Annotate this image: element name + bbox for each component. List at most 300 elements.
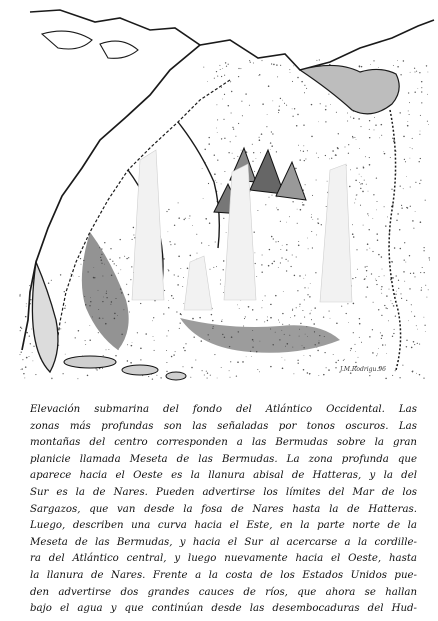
stipple-dot <box>377 353 378 354</box>
stipple-dot <box>403 136 405 138</box>
stipple-dot <box>294 108 295 109</box>
stipple-dot <box>116 265 117 266</box>
stipple-dot <box>361 176 362 177</box>
stipple-dot <box>166 350 167 351</box>
stipple-dot <box>229 370 230 371</box>
stipple-dot <box>210 375 211 376</box>
stipple-dot <box>290 72 291 73</box>
stipple-dot <box>376 210 377 211</box>
stipple-dot <box>427 121 428 122</box>
stipple-dot <box>208 245 209 246</box>
stipple-dot <box>220 283 221 284</box>
stipple-dot <box>221 76 222 77</box>
stipple-dot <box>414 276 415 277</box>
stipple-dot <box>60 274 61 275</box>
stipple-dot <box>363 167 365 169</box>
stipple-dot <box>419 134 420 135</box>
stipple-dot <box>33 361 34 362</box>
stipple-dot <box>315 272 316 273</box>
stipple-dot <box>338 133 339 134</box>
stipple-dot <box>133 234 134 235</box>
stipple-dot <box>389 289 390 290</box>
stipple-dot <box>205 218 207 220</box>
stipple-dot <box>412 138 413 139</box>
stipple-dot <box>385 225 386 226</box>
stipple-dot <box>376 177 377 178</box>
stipple-dot <box>278 112 279 113</box>
stipple-dot <box>242 115 243 116</box>
stipple-dot <box>415 182 416 183</box>
stipple-dot <box>211 314 212 315</box>
stipple-dot <box>106 349 107 350</box>
stipple-dot <box>391 261 392 262</box>
stipple-dot <box>376 284 377 285</box>
stipple-dot <box>309 355 310 356</box>
stipple-dot <box>406 346 407 347</box>
stipple-dot <box>312 247 313 248</box>
stipple-dot <box>285 259 286 260</box>
stipple-dot <box>140 359 141 360</box>
stipple-dot <box>410 158 411 159</box>
stipple-dot <box>367 243 369 245</box>
stipple-dot <box>404 242 405 243</box>
stipple-dot <box>409 255 410 256</box>
stipple-dot <box>305 158 306 159</box>
stipple-dot <box>190 255 192 257</box>
stipple-dot <box>317 350 318 351</box>
stipple-dot <box>75 337 76 338</box>
stipple-dot <box>214 154 215 155</box>
stipple-dot <box>219 65 220 66</box>
stipple-dot <box>359 182 360 183</box>
stipple-dot <box>73 276 74 277</box>
stipple-dot <box>81 264 82 265</box>
stipple-dot <box>267 114 268 115</box>
stipple-dot <box>381 338 382 339</box>
stipple-dot <box>409 288 410 289</box>
caption-line: Sur es la de Nares. Pueden advertirse los límites del Mar de los <box>30 486 417 498</box>
stipple-dot <box>241 101 242 102</box>
stipple-dot <box>118 273 119 274</box>
stipple-dot <box>180 268 181 269</box>
stipple-dot <box>369 137 370 138</box>
stipple-dot <box>324 352 325 353</box>
stipple-dot <box>286 270 287 271</box>
stipple-dot <box>382 344 384 346</box>
stipple-dot <box>228 64 229 65</box>
stipple-dot <box>189 215 190 216</box>
stipple-dot <box>311 231 312 232</box>
stipple-dot <box>419 374 420 375</box>
stipple-dot <box>178 256 180 258</box>
stipple-dot <box>65 305 66 306</box>
stipple-dot <box>214 78 215 79</box>
stipple-dot <box>411 304 412 305</box>
stipple-dot <box>427 94 428 95</box>
river-canyon-hudson <box>178 122 219 248</box>
stipple-dot <box>303 151 304 152</box>
stipple-dot <box>294 315 295 316</box>
stipple-dot <box>367 213 368 214</box>
stipple-dot <box>259 139 261 141</box>
stipple-dot <box>298 363 299 364</box>
stipple-dot <box>182 366 183 367</box>
stipple-dot <box>321 224 322 225</box>
stipple-dot <box>409 102 410 103</box>
stipple-dot <box>377 201 378 202</box>
stipple-dot <box>392 336 393 337</box>
stipple-dot <box>425 200 426 201</box>
caption-line: Elevación submarina del fondo del Atlántico Occidental. Las <box>30 404 417 415</box>
stipple-dot <box>265 204 266 205</box>
stipple-dot <box>328 369 330 371</box>
stipple-dot <box>373 194 374 195</box>
stipple-dot <box>417 88 418 89</box>
stipple-dot <box>384 305 385 306</box>
stipple-dot <box>404 259 405 260</box>
stipple-dot <box>300 209 302 211</box>
artist-signature: J.M.Rodrigu.96 <box>340 366 386 373</box>
stipple-dot <box>259 371 260 372</box>
stipple-dot <box>352 137 353 138</box>
stipple-dot <box>420 158 421 159</box>
stipple-dot <box>325 109 327 111</box>
stipple-dot <box>311 319 312 320</box>
stipple-dot <box>375 279 376 280</box>
stipple-dot <box>166 211 167 212</box>
stipple-dot <box>196 234 197 235</box>
stipple-dot <box>421 289 422 290</box>
stipple-dot <box>409 114 410 115</box>
bermuda-mountains <box>214 148 306 214</box>
stipple-dot <box>248 306 250 308</box>
stipple-dot <box>425 285 426 286</box>
stipple-dot <box>152 320 153 321</box>
stipple-dot <box>249 105 250 106</box>
stipple-dot <box>285 360 286 361</box>
stipple-dot <box>396 173 397 174</box>
stipple-dot <box>289 324 290 325</box>
stipple-dot <box>268 85 270 87</box>
stipple-dot <box>30 343 31 344</box>
stipple-dot <box>64 308 65 309</box>
stipple-dot <box>318 121 319 122</box>
stipple-dot <box>19 295 20 296</box>
stipple-dot <box>424 317 425 318</box>
stipple-dot <box>311 214 312 215</box>
stipple-dot <box>182 286 183 287</box>
stipple-dot <box>420 131 421 132</box>
stipple-dot <box>221 321 222 322</box>
stipple-dot <box>270 149 271 150</box>
stipple-dot <box>262 103 264 105</box>
stipple-dot <box>21 369 22 370</box>
stipple-dot <box>228 105 229 106</box>
stipple-dot <box>376 355 377 356</box>
stipple-dot <box>168 330 169 331</box>
stipple-dot <box>366 266 367 267</box>
stipple-dot <box>234 158 235 159</box>
stipple-dot <box>145 333 147 335</box>
stipple-dot <box>223 292 224 293</box>
stipple-dot <box>384 275 385 276</box>
stipple-dot <box>305 275 306 276</box>
stipple-dot <box>63 373 64 374</box>
stipple-dot <box>399 112 400 113</box>
stipple-dot <box>318 157 319 158</box>
stipple-dot <box>108 349 109 350</box>
stipple-dot <box>231 112 232 113</box>
stipple-dot <box>414 316 415 317</box>
stipple-dot <box>355 277 356 278</box>
stipple-dot <box>126 284 127 285</box>
stipple-dot <box>293 65 294 66</box>
stipple-dot <box>193 336 194 337</box>
stipple-dot <box>343 360 344 361</box>
stipple-dot <box>366 270 367 271</box>
stipple-dot <box>221 367 222 368</box>
stipple-dot <box>410 72 411 73</box>
stipple-dot <box>89 325 90 326</box>
stipple-dot <box>282 324 283 325</box>
stipple-dot <box>378 348 379 349</box>
caption-line: aparece hacia el Oeste es la llanura abisal de Hatteras, y la del <box>30 470 417 482</box>
stipple-dot <box>130 279 131 280</box>
stipple-dot <box>376 233 377 234</box>
stipple-dot <box>133 227 134 228</box>
stipple-dot <box>368 191 369 192</box>
stipple-dot <box>137 332 138 333</box>
stipple-dot <box>350 350 351 351</box>
stipple-dot <box>292 309 293 310</box>
stipple-dot <box>352 136 353 137</box>
stipple-dot <box>303 369 305 371</box>
stipple-dot <box>314 307 315 308</box>
stipple-dot <box>304 92 305 93</box>
stipple-dot <box>356 168 357 169</box>
stipple-dot <box>420 221 422 223</box>
stipple-dot <box>323 374 325 376</box>
stipple-dot <box>166 371 167 372</box>
stipple-dot <box>395 294 396 295</box>
stipple-dot <box>286 244 287 245</box>
stipple-dot <box>251 356 252 357</box>
stipple-dot <box>242 361 244 363</box>
stipple-dot <box>428 289 429 290</box>
stipple-dot <box>368 215 369 216</box>
stipple-dot <box>408 92 409 93</box>
stipple-dot <box>244 318 245 319</box>
stipple-dot <box>277 76 278 77</box>
stipple-dot <box>381 286 382 287</box>
stipple-dot <box>355 351 356 352</box>
stipple-dot <box>385 307 386 308</box>
stipple-dot <box>307 294 308 295</box>
stipple-dot <box>378 309 379 310</box>
stipple-dot <box>310 283 311 284</box>
stipple-dot <box>302 204 303 205</box>
stipple-dot <box>347 303 348 304</box>
stipple-dot <box>335 362 336 363</box>
stipple-dot <box>377 240 378 241</box>
stipple-dot <box>335 154 337 156</box>
stipple-dot <box>323 316 324 317</box>
stipple-dot <box>271 131 272 132</box>
stipple-dot <box>168 270 169 271</box>
stipple-dot <box>416 373 417 374</box>
stipple-dot <box>243 326 244 327</box>
stipple-dot <box>254 171 255 172</box>
stipple-dot <box>217 132 218 133</box>
stipple-dot <box>352 278 353 279</box>
figure-caption <box>30 402 417 618</box>
stipple-dot <box>354 202 355 203</box>
stipple-dot <box>366 249 367 250</box>
stipple-dot <box>424 272 425 273</box>
stipple-dot <box>359 65 361 67</box>
stipple-dot <box>199 317 201 319</box>
stipple-dot <box>252 144 253 145</box>
stipple-dot <box>311 104 312 105</box>
stipple-dot <box>129 312 130 313</box>
stipple-dot <box>303 125 304 126</box>
stipple-dot <box>223 119 224 120</box>
stipple-dot <box>216 104 217 105</box>
stipple-dot <box>213 267 214 268</box>
stipple-dot <box>209 223 210 224</box>
stipple-dot <box>365 156 366 157</box>
stipple-dot <box>295 168 297 170</box>
stipple-dot <box>272 133 273 134</box>
stipple-dot <box>289 216 290 217</box>
stipple-dot <box>181 314 182 315</box>
stipple-dot <box>353 332 354 333</box>
stipple-dot <box>403 271 404 272</box>
stipple-dot <box>309 373 310 374</box>
stipple-dot <box>286 105 287 106</box>
stipple-dot <box>391 189 392 190</box>
stipple-dot <box>327 181 328 182</box>
stipple-dot <box>366 276 367 277</box>
stipple-dot <box>329 311 330 312</box>
stipple-dot <box>392 375 393 376</box>
stipple-dot <box>104 242 105 243</box>
stipple-dot <box>174 225 175 226</box>
stipple-dot <box>257 210 258 211</box>
stipple-dot <box>362 191 364 193</box>
stipple-dot <box>272 195 273 196</box>
stipple-dot <box>400 293 401 294</box>
stipple-dot <box>349 186 350 187</box>
stipple-dot <box>387 216 388 217</box>
stipple-dot <box>420 115 421 116</box>
stipple-dot <box>384 153 386 155</box>
stipple-dot <box>166 362 167 363</box>
stipple-dot <box>361 66 363 68</box>
stipple-dot <box>119 257 120 258</box>
stipple-dot <box>336 112 337 113</box>
stipple-dot <box>267 316 268 317</box>
stipple-dot <box>428 72 429 73</box>
stipple-dot <box>392 303 393 304</box>
stipple-dot <box>298 241 299 242</box>
stipple-dot <box>128 301 130 303</box>
stipple-dot <box>350 117 351 118</box>
stipple-dot <box>396 275 397 276</box>
stipple-dot <box>85 344 86 345</box>
stipple-dot <box>354 137 355 138</box>
stipple-dot <box>259 74 260 75</box>
stipple-dot <box>266 126 267 127</box>
stipple-dot <box>426 65 427 66</box>
stipple-dot <box>290 266 291 267</box>
stipple-dot <box>99 368 100 369</box>
stipple-dot <box>325 155 326 156</box>
stipple-dot <box>406 176 407 177</box>
stipple-dot <box>278 267 279 268</box>
stipple-dot <box>307 372 308 373</box>
stipple-dot <box>303 278 304 279</box>
stipple-dot <box>153 317 154 318</box>
stipple-dot <box>276 151 277 152</box>
stipple-dot <box>421 102 422 103</box>
stipple-dot <box>127 360 128 361</box>
stipple-dot <box>164 290 165 291</box>
stipple-dot <box>126 258 127 259</box>
stipple-dot <box>232 127 233 128</box>
stipple-dot <box>355 199 356 200</box>
stipple-dot <box>152 378 153 379</box>
stipple-dot <box>369 120 370 121</box>
stipple-dot <box>212 308 213 309</box>
stipple-dot <box>421 81 422 82</box>
caption-line: zonas más profundas son las señaladas por tonos oscuros. Las <box>30 420 417 432</box>
stipple-dot <box>204 374 205 375</box>
stipple-dot <box>421 87 422 88</box>
stipple-dot <box>344 359 345 360</box>
stipple-dot <box>245 316 246 317</box>
stipple-dot <box>170 244 171 245</box>
stipple-dot <box>303 145 304 146</box>
stipple-dot <box>373 302 374 303</box>
stipple-dot <box>79 276 80 277</box>
stipple-dot <box>252 309 253 310</box>
stipple-dot <box>269 249 270 250</box>
stipple-dot <box>412 148 413 149</box>
stipple-dot <box>80 258 81 259</box>
stipple-dot <box>300 323 301 324</box>
stipple-dot <box>183 277 184 278</box>
stipple-dot <box>112 261 113 262</box>
stipple-dot <box>184 219 185 220</box>
stipple-dot <box>292 201 293 202</box>
stipple-dot <box>299 306 300 307</box>
stipple-dot <box>304 299 305 300</box>
stipple-dot <box>30 299 31 300</box>
stipple-dot <box>29 335 30 336</box>
stipple-dot <box>387 308 388 309</box>
stipple-dot <box>23 373 24 374</box>
stipple-dot <box>381 289 382 290</box>
stipple-dot <box>393 333 394 334</box>
stipple-dot <box>21 368 22 369</box>
stipple-dot <box>296 125 298 127</box>
stipple-dot <box>203 67 204 68</box>
stipple-dot <box>423 377 424 378</box>
stipple-dot <box>299 159 300 160</box>
stipple-dot <box>284 103 285 104</box>
stipple-dot <box>297 209 298 210</box>
